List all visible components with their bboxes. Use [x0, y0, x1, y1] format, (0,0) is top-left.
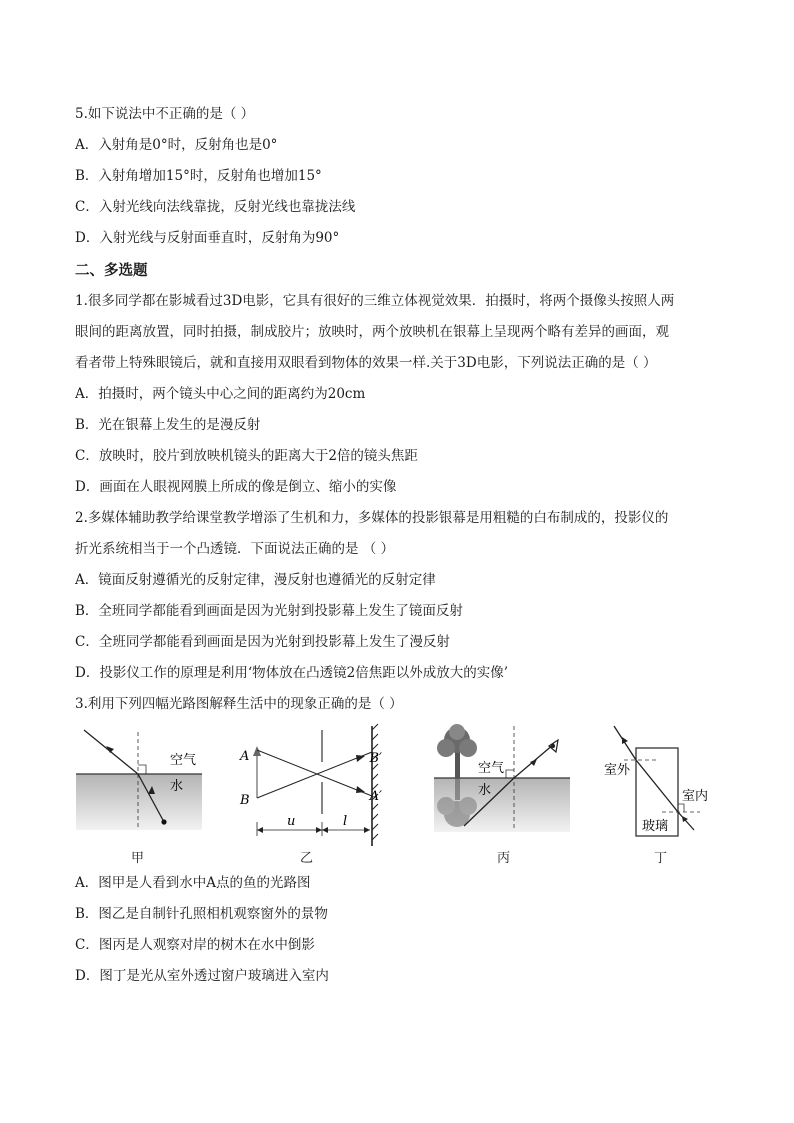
m1-stem-line-3: 看者带上特殊眼镜后，就和直接用双眼看到物体的效果一样.关于3D电影，下列说法正确的是（ ） — [75, 355, 657, 371]
q5-option-a: A．入射角是0°时，反射角也是0° — [75, 137, 278, 153]
arrow-icon — [356, 786, 365, 793]
m2-option-d: D．投影仪工作的原理是利用‘物体放在凸透镜2倍焦距以外成放大的实像’ — [75, 665, 508, 681]
ray-b — [257, 752, 372, 798]
label-Ap: A′ — [369, 789, 382, 804]
label-Bp: B′ — [369, 751, 382, 766]
m1-option-d: D．画面在人眼视网膜上所成的像是倒立、缩小的实像 — [75, 479, 397, 495]
label-l: l — [343, 814, 348, 829]
label-air: 空气 — [170, 753, 197, 768]
arrow-icon — [322, 827, 328, 833]
m3-stem: 3.利用下列四幅光路图解释生活中的现象正确的是（ ） — [75, 696, 403, 712]
caption-ding: 丁 — [654, 851, 668, 866]
tree — [437, 724, 477, 778]
m2-stem-line-2: 折光系统相当于一个凸透镜．下面说法正确的是 （ ） — [75, 541, 395, 557]
arrow-icon — [364, 827, 370, 833]
m1-option-a: A．拍摄时，两个镜头中心之间的距离约为20cm — [75, 386, 366, 402]
m2-stem-line-1: 2.多媒体辅助教学给课堂教学增添了生机和力，多媒体的投影银幕是用粗糙的白布制成的，投影仪的 — [75, 510, 669, 526]
figure-jia — [72, 722, 212, 837]
arrow-icon — [682, 816, 688, 822]
m3-option-d: D．图丁是光从室外透过窗户玻璃进入室内 — [75, 968, 329, 984]
q5-option-c: C．入射光线向法线靠拢，反射光线也靠拢法线 — [75, 199, 356, 215]
m1-option-c: C．放映时，胶片到放映机镜头的距离大于2倍的镜头焦距 — [75, 448, 418, 464]
q5-option-d: D．入射光线与反射面垂直时，反射角为90° — [75, 230, 340, 246]
m2-option-b: B．全班同学都能看到画面是因为光射到投影幕上发生了镜面反射 — [75, 603, 463, 619]
m1-stem-line-1: 1.很多同学都在影城看过3D电影，它具有很好的三维立体视觉效果．拍摄时，将两个摄像头按照人两 — [75, 293, 675, 309]
m1-option-b: B．光在银幕上发生的是漫反射 — [75, 417, 261, 433]
label-indoor: 室内 — [682, 789, 709, 804]
water-region — [76, 774, 202, 830]
label-water: 水 — [170, 779, 184, 794]
m3-option-b: B．图乙是自制针孔照相机观察窗外的景物 — [75, 906, 328, 922]
arrow-icon — [530, 759, 537, 766]
label-B: B — [240, 793, 250, 808]
label-u: u — [287, 814, 296, 829]
q5-option-b: B．入射角增加15°时，反射角也增加15° — [75, 168, 322, 184]
caption-bing: 丙 — [497, 851, 511, 866]
arrow-icon — [257, 827, 263, 833]
m3-option-c: C．图丙是人观察对岸的树木在水中倒影 — [75, 937, 315, 953]
label-outdoor: 室外 — [604, 763, 631, 778]
right-angle-mark — [506, 770, 514, 778]
arrow-icon — [356, 755, 365, 762]
m2-option-a: A．镜面反射遵循光的反射定律，漫反射也遵循光的反射定律 — [75, 572, 436, 588]
right-angle-mark — [678, 804, 684, 812]
caption-jia: 甲 — [131, 851, 145, 866]
right-angle-mark — [138, 765, 146, 774]
caption-yi: 乙 — [300, 851, 314, 866]
figure-ding — [596, 722, 726, 842]
ray-emergent — [678, 812, 694, 830]
m3-option-a: A．图甲是人看到水中A点的鱼的光路图 — [75, 875, 311, 891]
figure-yi — [232, 722, 382, 852]
screen-hatching — [372, 724, 378, 840]
eye-icon — [549, 740, 558, 752]
m1-stem-line-2: 眼间的距离放置，同时拍摄，制成胶片；放映时，两个放映机在银幕上呈现两个略有差异的画面，观 — [75, 324, 669, 340]
figure-bing — [430, 722, 575, 837]
q5-stem: 5.如下说法中不正确的是（ ） — [75, 106, 255, 122]
label-A: A — [240, 749, 250, 764]
ray-incident — [614, 726, 636, 760]
label-water: 水 — [478, 783, 492, 798]
section-title: 二、多选题 — [75, 263, 148, 279]
arrow-icon — [316, 827, 322, 833]
m2-option-c: C．全班同学都能看到画面是因为光射到投影幕上发生了漫反射 — [75, 634, 450, 650]
label-air: 空气 — [478, 761, 505, 776]
point-a — [161, 819, 166, 824]
ray-a — [257, 750, 372, 796]
label-glass: 玻璃 — [642, 819, 669, 834]
